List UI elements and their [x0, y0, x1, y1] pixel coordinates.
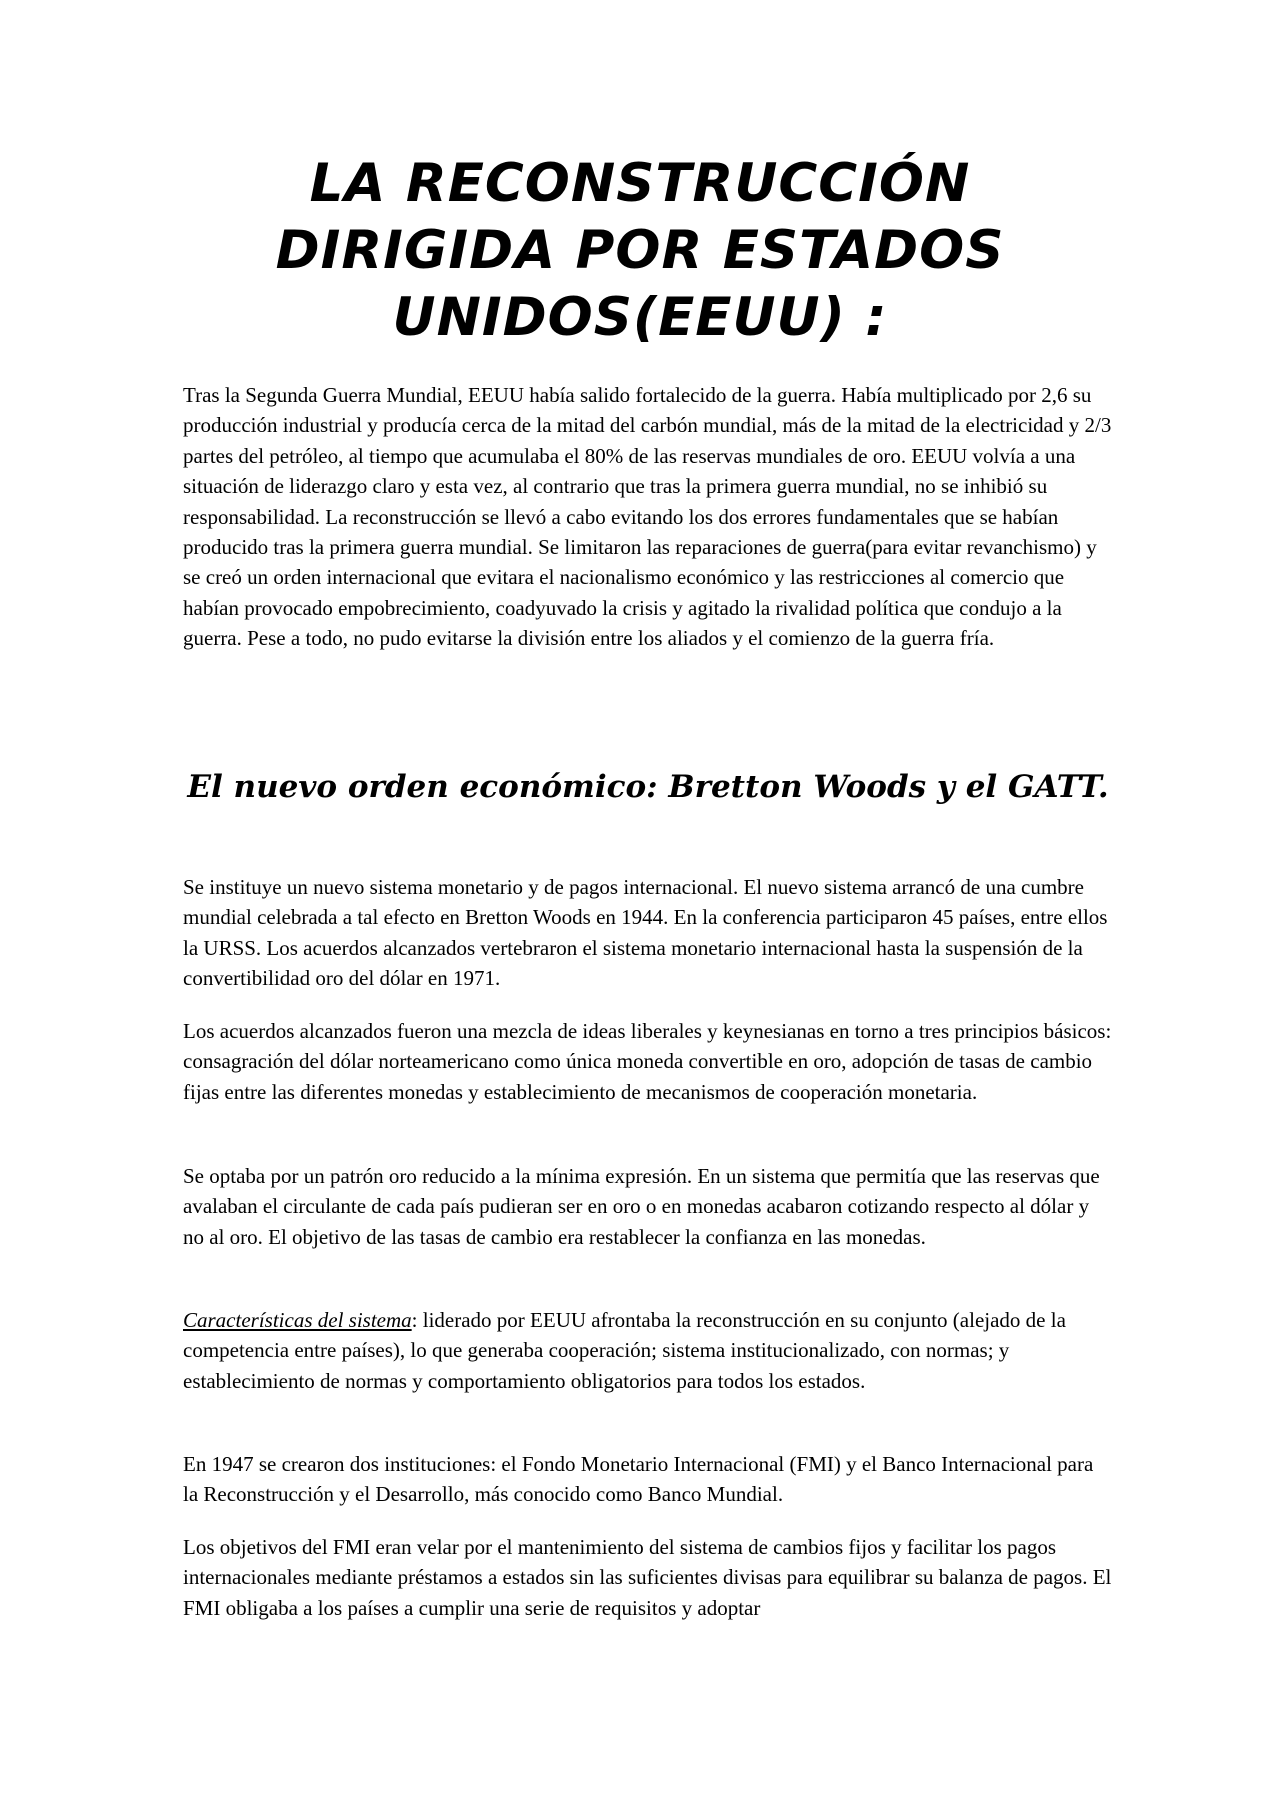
paragraph-bretton-woods: Se instituye un nuevo sistema monetario y de pagos internacional. El nuevo sistema arrancó de una cumbre mundial celebrada a tal efecto en Bretton Woods en 1944. En la conferencia participaron 45 países, entre ellos la URSS. Los acuerdos alcanzados vertebraron el sistema monetario internacional hasta la suspensión de la convertibilidad oro del dólar en 1971. [183, 875, 1108, 991]
paragraph-acuerdos: Los acuerdos alcanzados fueron una mezcla de ideas liberales y keynesianas en torno a tres principios básicos: consagración del dólar norteamericano como única moneda convertible en oro, adopción de tasas de cambio fijas entre las diferentes monedas y establecimiento de mecanismos de cooperación monetaria. [183, 1019, 1112, 1104]
paragraph-fmi: Los objetivos del FMI eran velar por el mantenimiento del sistema de cambios fijos y facilitar los pagos internacionales mediante préstamos a estados sin las suficientes divisas para equilibrar su balanza de pagos. El FMI obligaba a los países a cumplir una serie de requisitos y adoptar [183, 1535, 1112, 1620]
paragraph-caracteristicas [183, 1305, 1113, 1396]
section-heading: El nuevo orden económico: Bretton Woods y el GATT. [187, 769, 1109, 805]
document-title: LA RECONSTRUCCIÓN DIRIGIDA POR ESTADOS UNIDOS(EEUU) : [275, 153, 1005, 348]
caracteristicas-text: : liderado por EEUU afrontaba la reconstrucción en su conjunto (alejado de la competencia entre países), lo que generaba cooperación; sistema institucionalizado, con normas; y establecimiento de normas y comportamiento obligatorios para todos los estados. [183, 1308, 1066, 1393]
paragraph-instituciones: En 1947 se crearon dos instituciones: el Fondo Monetario Internacional (FMI) y el Banco Internacional para la Reconstrucción y el Desarrollo, más conocido como Banco Mundial. [183, 1452, 1094, 1507]
paragraph-patron-oro: Se optaba por un patrón oro reducido a la mínima expresión. En un sistema que permitía que las reservas que avalaban el circulante de cada país pudieran ser en oro o en monedas acabaron cotizando respecto al dólar y no al oro. El objetivo de las tasas de cambio era restablecer la confianza en las monedas. [183, 1164, 1100, 1249]
intro-paragraph: Tras la Segunda Guerra Mundial, EEUU había salido fortalecido de la guerra. Había multiplicado por 2,6 su producción industrial y producía cerca de la mitad del carbón mundial, más de la mitad de la electricidad y 2/3 partes del petróleo, al tiempo que acumulaba el 80% de las reservas mundiales de oro. EEUU volvía a una situación de liderazgo claro y esta vez, al contrario que tras la primera guerra mundial, no se inhibió su responsabilidad. La reconstrucción se llevó a cabo evitando los dos errores fundamentales que se habían producido tras la primera guerra mundial. Se limitaron las reparaciones de guerra(para evitar revanchismo) y se creó un orden internacional que evitara el nacionalismo económico y las restricciones al comercio que habían provocado empobrecimiento, coadyuvado la crisis y agitado la rivalidad política que condujo a la guerra. Pese a todo, no pudo evitarse la división entre los aliados y el comienzo de la guerra fría. [183, 383, 1112, 651]
caracteristicas-label: Características del sistema [183, 1308, 412, 1332]
